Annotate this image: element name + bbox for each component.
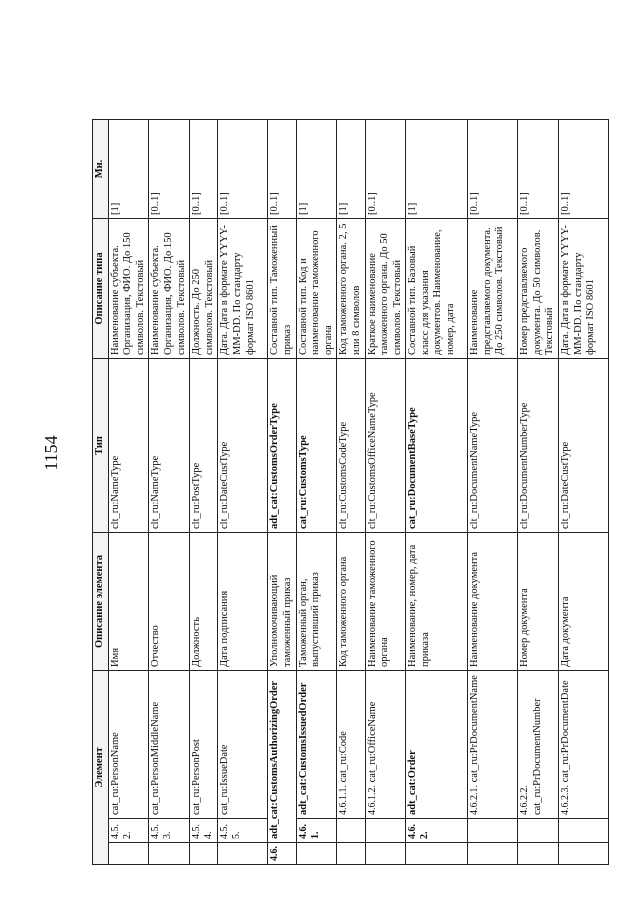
type-description: Должность. До 250 символов. Текстовый — [190, 219, 218, 359]
table-row — [149, 120, 190, 865]
element-name-with-number — [337, 671, 365, 819]
element-name: cat_ru:PersonPost — [190, 671, 218, 819]
multiplicity: [0..1] — [149, 120, 190, 219]
element-name: cat_ru:OfficeName — [366, 701, 378, 783]
type-description: Наименование представляемого документа. До 250 символов. Текстовый — [468, 219, 518, 359]
row-number: 4.6.2.2. — [519, 785, 531, 815]
element-description: Уполномочивающий таможенный приказ — [268, 533, 296, 671]
element-description: Отчество — [149, 533, 190, 671]
element-name: cat_ru:PrDocumentDate — [560, 680, 572, 783]
element-description: Дата подписания — [218, 533, 268, 671]
indent-cell — [190, 843, 218, 865]
multiplicity: [1] — [337, 120, 365, 219]
multiplicity: [0..1] — [268, 120, 296, 219]
element-name: cat_ru:PersonName — [108, 671, 149, 819]
element-type: clt_ru:PostType — [190, 359, 218, 533]
element-description: Номер документа — [518, 533, 559, 671]
element-name-with-number — [559, 671, 609, 819]
header-element: Элемент — [93, 671, 109, 865]
indent-cell — [559, 843, 609, 865]
row-number: 4.5.2. — [108, 819, 149, 843]
table-header-row — [93, 120, 109, 865]
type-description: Составной тип. Код и наименование таможенного органа — [296, 219, 337, 359]
element-name-with-number — [518, 671, 559, 819]
table-row — [190, 120, 218, 865]
row-number: 4.6.1.1. — [338, 785, 350, 815]
element-description: Наименование документа — [468, 533, 518, 671]
table-row — [108, 120, 149, 865]
indent-cell — [518, 819, 559, 843]
row-number: 4.6.2.1. — [469, 785, 481, 815]
indent-cell — [468, 843, 518, 865]
row-number: 4.6.2.3. — [560, 785, 572, 815]
table-row — [268, 120, 296, 865]
type-description: Номер представляемого документа. До 50 символов. Текстовый — [518, 219, 559, 359]
type-description: Составной тип. Базовый класс для указания документов. Наименование, номер, дата — [406, 219, 468, 359]
header-type-description: Описание типа — [93, 219, 109, 359]
table-row — [406, 120, 468, 865]
element-name: cat_ru:IssueDate — [218, 671, 268, 819]
element-name: cat_ru:PrDocumentName — [469, 675, 481, 783]
element-name: adt_cat:CustomsAuthorizingOrder — [268, 671, 296, 843]
header-multiplicity: Мн. — [93, 120, 109, 219]
type-description: Дата. Дата в формате YYYY-MM-DD. По стандарту формат ISO 8601 — [559, 219, 609, 359]
table-row — [337, 120, 365, 865]
indent-cell — [108, 843, 149, 865]
multiplicity: [0..1] — [468, 120, 518, 219]
row-number: 4.6.2. — [406, 819, 468, 843]
element-description: Наименование, номер, дата приказа — [406, 533, 468, 671]
type-description: Составной тип. Таможенный приказ — [268, 219, 296, 359]
row-number: 4.5.4. — [190, 819, 218, 843]
row-number: 4.6. — [268, 843, 296, 865]
indent-cell — [337, 843, 365, 865]
indent-cell — [365, 819, 406, 843]
indent-cell — [365, 843, 406, 865]
table-row — [365, 120, 406, 865]
header-type: Тип — [93, 359, 109, 533]
indent-cell — [406, 843, 468, 865]
multiplicity: [0..1] — [518, 120, 559, 219]
indent-cell — [218, 843, 268, 865]
element-type: clt_ru:DocumentNameType — [468, 359, 518, 533]
multiplicity: [0..1] — [218, 120, 268, 219]
element-type: clt_ru:DateCustType — [218, 359, 268, 533]
row-number: 4.6.1.2. — [366, 785, 378, 815]
table-row — [218, 120, 268, 865]
indent-cell — [296, 843, 337, 865]
table-row — [559, 120, 609, 865]
element-name: cat_ru:PersonMiddleName — [149, 671, 190, 819]
rotated-table-wrapper — [92, 120, 627, 865]
element-type: clt_ru:DocumentNumberType — [518, 359, 559, 533]
element-type: adt_cat:CustomsOrderType — [268, 359, 296, 533]
element-description: Должность — [190, 533, 218, 671]
multiplicity: [1] — [296, 120, 337, 219]
element-type: clt_ru:CustomsOfficeNameType — [365, 359, 406, 533]
element-type: clt_ru:CustomsCodeType — [337, 359, 365, 533]
element-name: adt_cat:Order — [406, 671, 468, 819]
row-number: 4.5.5. — [218, 819, 268, 843]
table-row — [468, 120, 518, 865]
type-description: Наименование субъекта. Организация, ФИО. До 150 символов. Текстовый — [108, 219, 149, 359]
multiplicity: [0..1] — [190, 120, 218, 219]
multiplicity: [1] — [108, 120, 149, 219]
header-description: Описание элемента — [93, 533, 109, 671]
element-type: clt_ru:NameType — [108, 359, 149, 533]
row-number: 4.6.1. — [296, 819, 337, 843]
element-description: Таможенный орган, выпустивший приказ — [296, 533, 337, 671]
element-description: Дата документа — [559, 533, 609, 671]
type-description: Краткое наименование таможенного органа. До 50 символов. Текстовый — [365, 219, 406, 359]
element-description: Наименование таможенного органа — [365, 533, 406, 671]
indent-cell — [468, 819, 518, 843]
indent-cell — [337, 819, 365, 843]
multiplicity: [0..1] — [559, 120, 609, 219]
element-type: clt_ru:DateCustType — [559, 359, 609, 533]
indent-cell — [559, 819, 609, 843]
element-name-with-number — [468, 671, 518, 819]
table-row — [296, 120, 337, 865]
element-name: cat_ru:Code — [338, 731, 350, 783]
element-type: cat_ru:DocumentBaseType — [406, 359, 468, 533]
multiplicity: [1] — [406, 120, 468, 219]
element-description: Имя — [108, 533, 149, 671]
type-description: Наименование субъекта. Организация, ФИО. До 150 символов. Текстовый — [149, 219, 190, 359]
element-type: clt_ru:NameType — [149, 359, 190, 533]
element-name: adt_cat:CustomsIssuedOrder — [296, 671, 337, 819]
multiplicity: [0..1] — [365, 120, 406, 219]
page-number: 1154 — [41, 435, 61, 471]
type-description: Код таможенного органа. 2, 5 или 8 символов — [337, 219, 365, 359]
indent-cell — [518, 843, 559, 865]
indent-cell — [149, 843, 190, 865]
element-name: cat_ru:PrDocumentNumber — [531, 698, 543, 815]
row-number: 4.5.3. — [149, 819, 190, 843]
element-name-with-number — [365, 671, 406, 819]
spec-table — [92, 119, 609, 865]
type-description: Дата. Дата в формате YYYY-MM-DD. По стандарту формат ISO 8601 — [218, 219, 268, 359]
table-row — [518, 120, 559, 865]
element-type: cat_ru:CustomsType — [296, 359, 337, 533]
element-description: Код таможенного органа — [337, 533, 365, 671]
